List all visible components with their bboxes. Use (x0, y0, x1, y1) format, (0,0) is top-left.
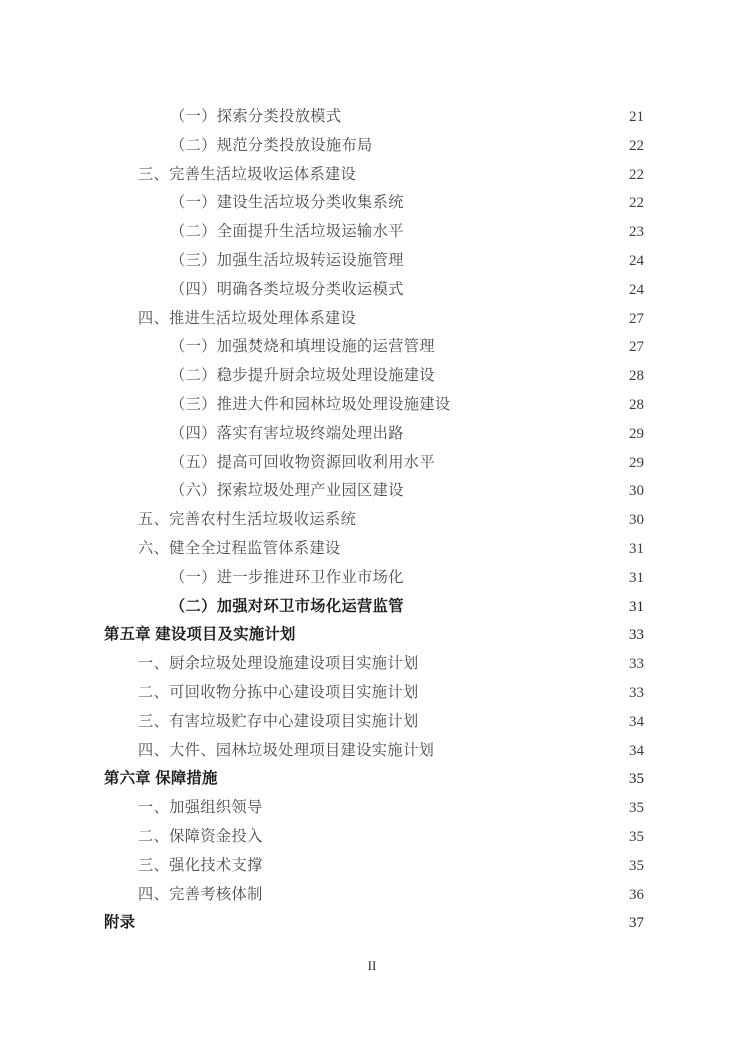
toc-leader-dots (404, 206, 623, 207)
toc-entry-label: （四）明确各类垃圾分类收运模式 (170, 280, 404, 298)
toc-entry-page-number: 27 (629, 339, 644, 356)
toc-entry-page-number: 31 (629, 569, 644, 586)
toc-leader-dots (404, 610, 623, 611)
toc-leader-dots (263, 898, 623, 899)
toc-entry-page-number: 33 (629, 684, 644, 701)
toc-entry-page-number: 22 (629, 195, 644, 212)
toc-entry-label: （三）加强生活垃圾转运设施管理 (170, 251, 404, 269)
toc-entry-page-number: 27 (629, 310, 644, 327)
toc-entry-label: 二、保障资金投入 (138, 827, 263, 845)
toc-entry[interactable] (0, 823, 744, 852)
toc-leader-dots (356, 322, 623, 323)
toc-entry-page-number: 30 (629, 512, 644, 529)
toc-entry-label: （六）探索垃圾处理产业园区建设 (170, 482, 404, 500)
toc-leader-dots (263, 869, 623, 870)
toc-entry-label: （二）稳步提升厨余垃圾处理设施建设 (170, 367, 435, 385)
toc-entry[interactable] (0, 218, 744, 247)
toc-leader-dots (373, 149, 623, 150)
toc-entry-page-number: 35 (629, 800, 644, 817)
toc-entry-label: 三、强化技术支撑 (138, 856, 263, 874)
toc-entry[interactable] (0, 189, 744, 218)
toc-leader-dots (218, 782, 623, 783)
toc-entry[interactable] (0, 132, 744, 161)
toc-entry-page-number: 34 (629, 713, 644, 730)
toc-entry-page-number: 24 (629, 252, 644, 269)
toc-leader-dots (419, 667, 623, 668)
toc-entry[interactable] (0, 391, 744, 420)
toc-entry[interactable] (0, 305, 744, 334)
toc-entry-label: 第六章 保障措施 (104, 770, 218, 788)
toc-entry[interactable] (0, 881, 744, 910)
toc-entry-label: （四）落实有害垃圾终端处理出路 (170, 424, 404, 442)
toc-leader-dots (356, 523, 623, 524)
toc-entry-label: 四、大件、园林垃圾处理项目建设实施计划 (138, 741, 435, 759)
toc-entry-label: （二）全面提升生活垃圾运输水平 (170, 223, 404, 241)
toc-entry-page-number: 37 (629, 915, 644, 932)
toc-entry-label: 四、推进生活垃圾处理体系建设 (138, 309, 357, 327)
toc-leader-dots (435, 379, 623, 380)
toc-leader-dots (404, 494, 623, 495)
toc-leader-dots (404, 437, 623, 438)
toc-entry-label: 三、有害垃圾贮存中心建设项目实施计划 (138, 712, 419, 730)
toc-entry-label: （五）提高可回收物资源回收利用水平 (170, 453, 435, 471)
toc-entry-label: （二）加强对环卫市场化运营监管 (170, 597, 404, 615)
toc-entry[interactable] (0, 909, 744, 938)
toc-entry-page-number: 35 (629, 857, 644, 874)
toc-leader-dots (435, 350, 623, 351)
toc-leader-dots (404, 581, 623, 582)
toc-leader-dots (451, 408, 623, 409)
toc-entry[interactable] (0, 103, 744, 132)
toc-entry[interactable] (0, 564, 744, 593)
toc-entry-page-number: 36 (629, 886, 644, 903)
toc-entry[interactable] (0, 247, 744, 276)
toc-leader-dots (435, 466, 623, 467)
toc-entry-page-number: 29 (629, 425, 644, 442)
toc-entry-label: 一、加强组织领导 (138, 799, 263, 817)
toc-entry[interactable] (0, 650, 744, 679)
toc-entry[interactable] (0, 477, 744, 506)
toc-entry-page-number: 24 (629, 281, 644, 298)
toc-entry-label: （一）建设生活垃圾分类收集系统 (170, 194, 404, 212)
toc-leader-dots (296, 638, 623, 639)
toc-entry-label: （一）进一步推进环卫作业市场化 (170, 568, 404, 586)
toc-entry-page-number: 22 (629, 166, 644, 183)
toc-leader-dots (404, 264, 623, 265)
toc-entry[interactable] (0, 333, 744, 362)
toc-leader-dots (341, 552, 623, 553)
toc-leader-dots (263, 811, 623, 812)
toc-leader-dots (404, 235, 623, 236)
toc-entry[interactable] (0, 276, 744, 305)
toc-entry-page-number: 30 (629, 483, 644, 500)
toc-entry-page-number: 35 (629, 828, 644, 845)
toc-entry-label: （二）规范分类投放设施布局 (170, 136, 373, 154)
page-number-footer: II (367, 958, 377, 973)
toc-leader-dots (135, 926, 623, 927)
toc-entry[interactable] (0, 852, 744, 881)
toc-leader-dots (356, 178, 623, 179)
toc-leader-dots (404, 293, 623, 294)
toc-entry-page-number: 23 (629, 224, 644, 241)
toc-entry[interactable] (0, 449, 744, 478)
toc-entry-page-number: 34 (629, 742, 644, 759)
toc-entry-label: 三、完善生活垃圾收运体系建设 (138, 165, 357, 183)
toc-leader-dots (419, 696, 623, 697)
toc-entry-label: （三）推进大件和园林垃圾处理设施建设 (170, 395, 451, 413)
toc-entry-label: 六、健全全过程监管体系建设 (138, 539, 341, 557)
toc-entry-page-number: 21 (629, 109, 644, 125)
toc-entry-label: 五、完善农村生活垃圾收运系统 (138, 511, 357, 529)
toc-entry[interactable] (0, 737, 744, 766)
toc-entry[interactable] (0, 708, 744, 737)
toc-entry-page-number: 22 (629, 137, 644, 154)
toc-entry[interactable] (0, 535, 744, 564)
toc-entry[interactable] (0, 765, 744, 794)
toc-entry[interactable] (0, 593, 744, 622)
toc-entry[interactable] (0, 679, 744, 708)
toc-entry-page-number: 28 (629, 368, 644, 385)
toc-entry[interactable] (0, 506, 744, 535)
toc-leader-dots (434, 754, 623, 755)
toc-entry-page-number: 31 (629, 598, 644, 615)
toc-entry[interactable] (0, 420, 744, 449)
toc-entry[interactable] (0, 161, 744, 190)
toc-entry[interactable] (0, 621, 744, 650)
toc-entry-page-number: 35 (629, 771, 644, 788)
toc-entry-label: 二、可回收物分拣中心建设项目实施计划 (138, 683, 419, 701)
toc-entry-page-number: 33 (629, 627, 644, 644)
toc-entry-page-number: 31 (629, 540, 644, 557)
toc-entry-page-number: 28 (629, 396, 644, 413)
toc-entry-page-number: 33 (629, 656, 644, 673)
toc-entry-label: 一、厨余垃圾处理设施建设项目实施计划 (138, 655, 419, 673)
toc-entry-label: （一）探索分类投放模式 (170, 108, 342, 125)
toc-entry[interactable] (0, 794, 744, 823)
toc-entry-page-number: 29 (629, 454, 644, 471)
toc-entry-label: 第五章 建设项目及实施计划 (104, 626, 296, 644)
toc-leader-dots (419, 725, 623, 726)
toc-entry-label: （一）加强焚烧和填埋设施的运营管理 (170, 338, 435, 356)
toc-leader-dots (263, 840, 623, 841)
toc-entry-label: 附录 (104, 914, 136, 932)
toc-leader-dots (341, 120, 623, 121)
toc-entry-label: 四、完善考核体制 (138, 885, 263, 903)
toc-entry[interactable] (0, 362, 744, 391)
